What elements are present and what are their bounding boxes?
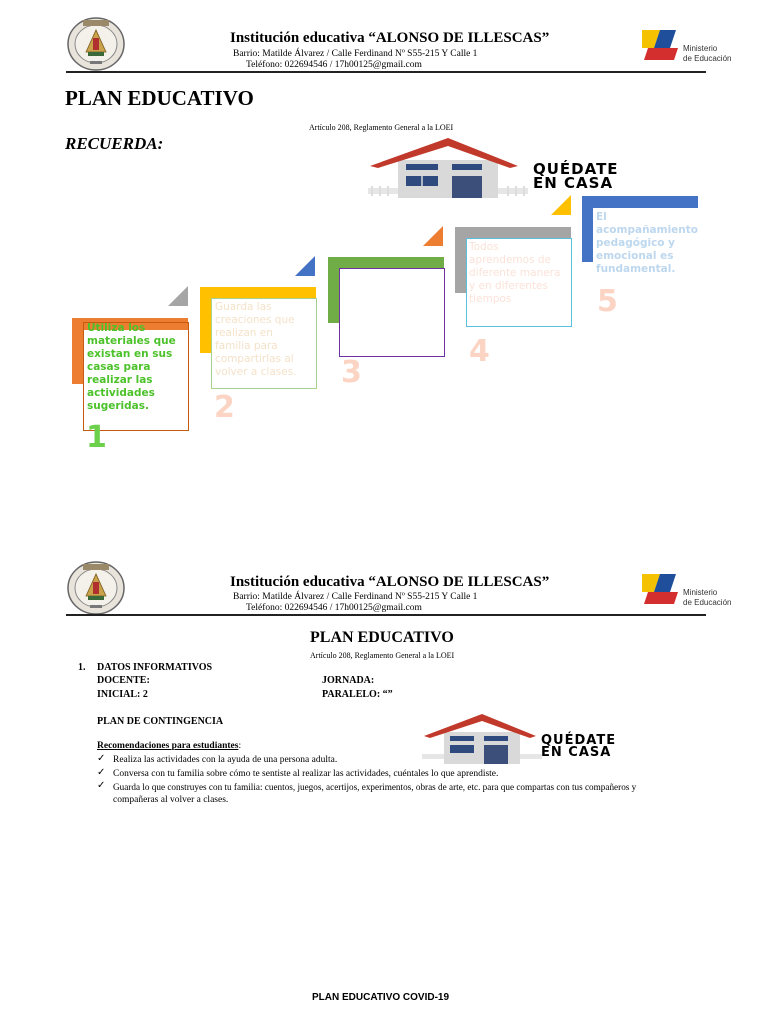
- step-3-box: [339, 268, 445, 357]
- check-icon: ✓: [97, 780, 106, 791]
- ministry-line1: Ministerio: [683, 588, 718, 597]
- quedate-line1: QUÉDATE: [533, 160, 619, 178]
- recommendations-title: Recomendaciones para estudiantes: [97, 741, 239, 751]
- step-1-text: Utiliza los materiales que existan en sus casas para realizar las actividades sugeridas.: [87, 322, 176, 412]
- step-3-side: [328, 257, 339, 323]
- check-icon: ✓: [97, 767, 106, 778]
- docente-label: DOCENTE:: [97, 675, 150, 686]
- ministry-logo: [640, 26, 735, 66]
- article-reference: Artículo 208, Reglamento General a la LOEI: [309, 123, 454, 132]
- header-rule: [66, 614, 706, 616]
- step-5-number: 5: [597, 284, 618, 319]
- step-1-corner: [168, 286, 188, 306]
- step-2-number: 2: [214, 390, 235, 425]
- step-2-corner: [295, 256, 315, 276]
- recommendation-item: Realiza las actividades con la ayuda de una persona adulta.: [113, 755, 338, 765]
- step-1-side: [72, 318, 83, 384]
- institution-name: Institución educativa “ALONSO DE ILLESCAS”: [230, 30, 550, 46]
- section-number: 1.: [78, 662, 86, 673]
- school-seal-logo: [66, 16, 126, 72]
- step-4-side: [455, 227, 466, 293]
- page-title: PLAN EDUCATIVO: [65, 86, 254, 110]
- institution-phone: Teléfono: 022694546 / 17h00125@gmail.com: [246, 60, 422, 70]
- step-2-text: Guarda las creaciones que realizan en familia para compartirlas al volver a clases.: [215, 301, 297, 378]
- ministry-line2: de Educación: [683, 54, 732, 63]
- recommendations-colon: :: [238, 741, 242, 751]
- step-5-text: El acompañamiento pedagógico y emocional es fundamental.: [596, 211, 698, 275]
- page2-title: PLAN EDUCATIVO: [310, 629, 454, 646]
- institution-name: Institución educativa “ALONSO DE ILLESCAS”: [230, 574, 550, 590]
- recommendation-item: Guarda lo que construyes con tu familia: cuentos, juegos, acertijos, experimentos, obras de arte, etc. para que compartas con tus compañeros y: [113, 782, 637, 792]
- page2-article: Artículo 208, Reglamento General a la LOEI: [310, 651, 455, 660]
- ministry-line2: de Educación: [683, 598, 732, 607]
- step-5-bar: [582, 196, 698, 208]
- institution-phone: Teléfono: 022694546 / 17h00125@gmail.com: [246, 603, 422, 613]
- header-rule: [66, 71, 706, 73]
- house-illustration: [368, 136, 528, 200]
- institution-address: Barrio: Matilde Álvarez / Calle Ferdinand Nº S55-215 Y Calle 1: [233, 49, 478, 59]
- step-4-corner: [551, 195, 571, 215]
- quedate-line2: EN CASA: [541, 745, 612, 760]
- recommendations-heading: [97, 741, 241, 751]
- ministry-logo: [640, 570, 735, 610]
- recommendation-item: Conversa con tu familia sobre cómo te sentiste al realizar las actividades, cuéntales lo que aprendiste.: [113, 769, 499, 779]
- quedate-line1: QUÉDATE: [541, 733, 617, 748]
- house-illustration: [422, 712, 542, 764]
- step-4-number: 4: [469, 334, 490, 369]
- step-5-side: [582, 196, 593, 262]
- ministry-line1: Ministerio: [683, 44, 718, 53]
- section-title: DATOS INFORMATIVOS: [97, 662, 213, 673]
- step-4-text: Todos aprendemos de diferente manera y en diferentes tiempos: [469, 241, 561, 305]
- plan-contingencia: PLAN DE CONTINGENCIA: [97, 716, 224, 727]
- institution-address: Barrio: Matilde Álvarez / Calle Ferdinand Nº S55-215 Y Calle 1: [233, 592, 478, 602]
- recommendation-item-continued: compañeras al volver a clases.: [113, 795, 229, 805]
- step-3-number: 3: [341, 355, 362, 390]
- page-footer: PLAN EDUCATIVO COVID-19: [312, 992, 450, 1003]
- step-3-corner: [423, 226, 443, 246]
- school-seal-logo: [66, 560, 126, 616]
- recuerda-heading: RECUERDA:: [65, 134, 164, 153]
- jornada-label: JORNADA:: [322, 675, 375, 686]
- check-icon: ✓: [97, 753, 106, 764]
- quedate-line2: EN CASA: [533, 174, 614, 192]
- paralelo-label: PARALELO: “”: [322, 689, 393, 700]
- step-2-side: [200, 287, 211, 353]
- inicial-label: INICIAL: 2: [97, 689, 148, 700]
- step-1-number: 1: [86, 420, 107, 455]
